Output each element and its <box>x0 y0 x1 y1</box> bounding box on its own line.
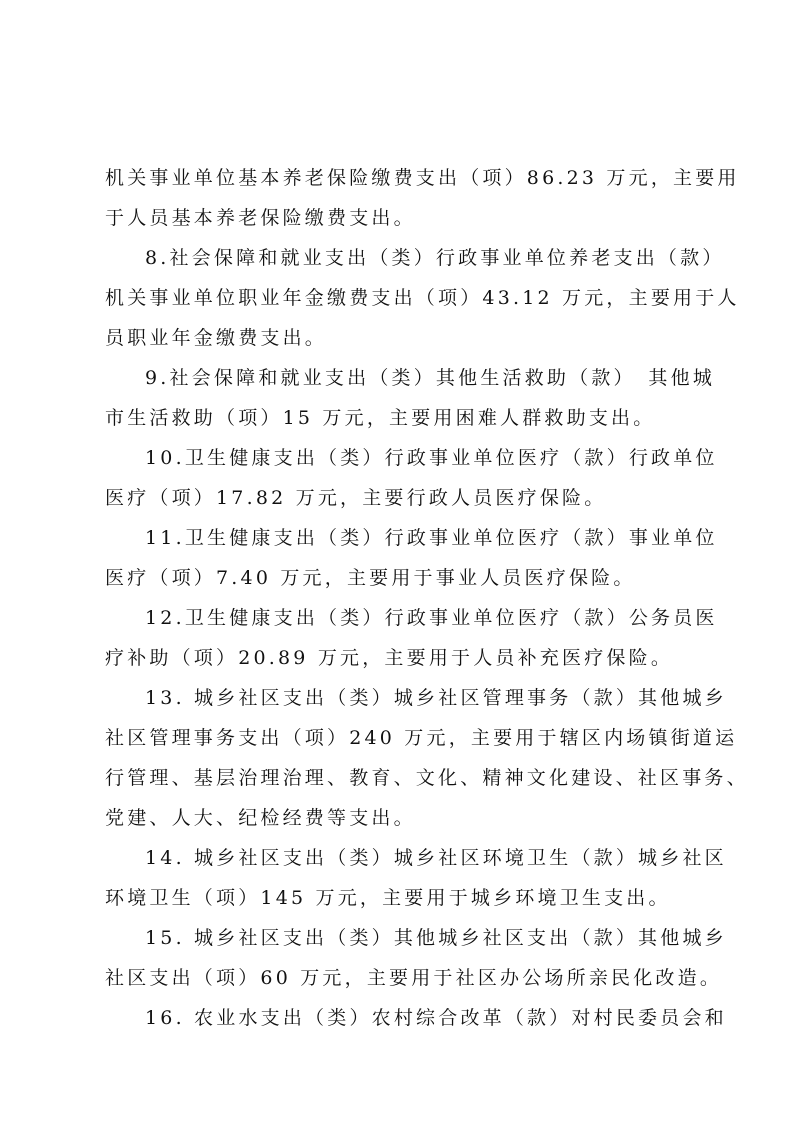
text-line: 16. 农业水支出（类）农村综合改革（款）对村民委员会和 <box>145 1007 727 1029</box>
text-line: 医疗（项）7.40 万元，主要用于事业人员医疗保险。 <box>105 567 636 589</box>
text-line: 机关事业单位职业年金缴费支出（项）43.12 万元，主要用于人 <box>105 287 740 309</box>
text-line: 医疗（项）17.82 万元，主要行政人员医疗保险。 <box>105 487 607 509</box>
text-line: 市生活救助（项）15 万元，主要用困难人群救助支出。 <box>105 407 656 429</box>
text-line: 10.卫生健康支出（类）行政事业单位医疗（款）行政单位 <box>145 447 718 469</box>
text-line: 社区管理事务支出（项）240 万元，主要用于辖区内场镇街道运 <box>105 727 738 749</box>
text-line: 9.社会保障和就业支出（类）其他生活救助（款） 其他城 <box>145 367 716 389</box>
text-line: 疗补助（项）20.89 万元，主要用于人员补充医疗保险。 <box>105 647 674 669</box>
text-line: 11.卫生健康支出（类）行政事业单位医疗（款）事业单位 <box>145 527 718 549</box>
text-line: 机关事业单位基本养老保险缴费支出（项）86.23 万元，主要用 <box>105 167 740 189</box>
text-line: 社区支出（项）60 万元，主要用于社区办公场所亲民化改造。 <box>105 967 723 989</box>
text-line: 14. 城乡社区支出（类）城乡社区环境卫生（款）城乡社区 <box>145 847 727 869</box>
text-line: 15. 城乡社区支出（类）其他城乡社区支出（款）其他城乡 <box>145 927 727 949</box>
text-line: 8.社会保障和就业支出（类）行政事业单位养老支出（款） <box>145 247 725 269</box>
text-line: 环境卫生（项）145 万元，主要用于城乡环境卫生支出。 <box>105 887 671 909</box>
text-line: 员职业年金缴费支出。 <box>105 327 328 349</box>
text-line: 党建、人大、纪检经费等支出。 <box>105 807 416 829</box>
text-line: 12.卫生健康支出（类）行政事业单位医疗（款）公务员医 <box>145 607 718 629</box>
text-line: 13. 城乡社区支出（类）城乡社区管理事务（款）其他城乡 <box>145 687 727 709</box>
text-line: 于人员基本养老保险缴费支出。 <box>105 207 416 229</box>
text-line: 行管理、基层治理治理、教育、文化、精神文化建设、社区事务、 <box>105 767 749 789</box>
